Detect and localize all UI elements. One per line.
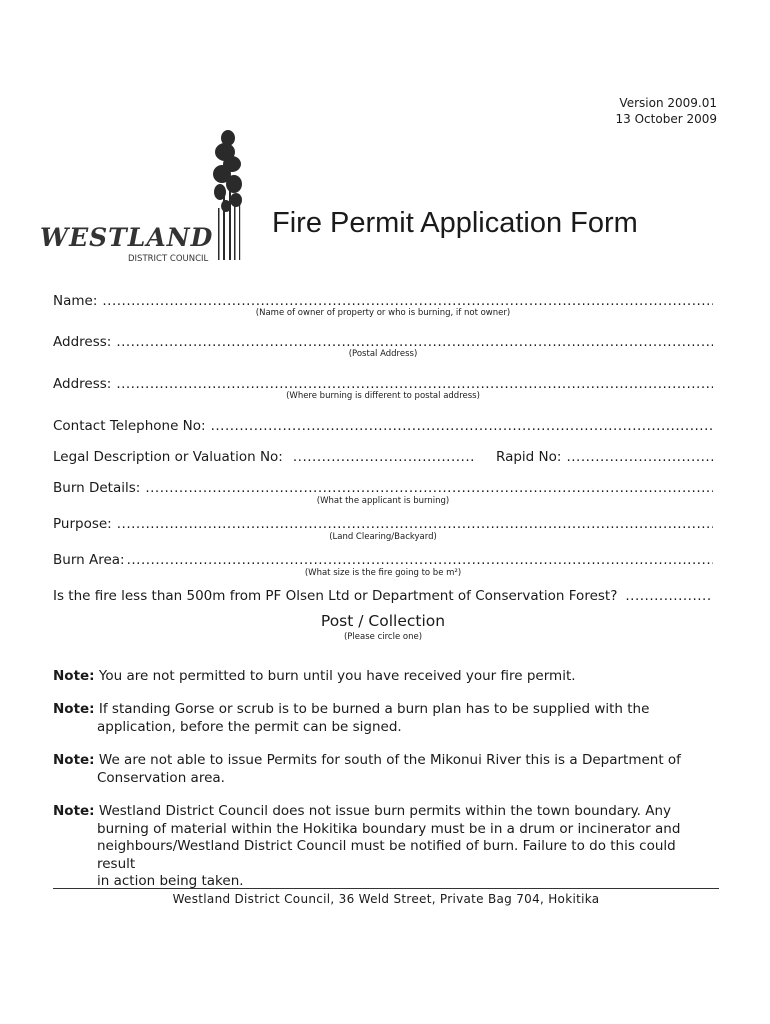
name-field[interactable] bbox=[53, 293, 713, 309]
legal-description-input-line[interactable] bbox=[293, 449, 475, 465]
page-title: Fire Permit Application Form bbox=[272, 207, 638, 239]
note-text: We are not able to issue Permits for south of the Mikonui River this is a Department of bbox=[98, 752, 681, 768]
postal-address-label: Address: bbox=[53, 334, 112, 350]
purpose-field[interactable] bbox=[53, 516, 713, 532]
phone-field[interactable] bbox=[53, 418, 713, 434]
phone-label: Contact Telephone No: bbox=[53, 418, 206, 434]
burning-address-input-line[interactable] bbox=[116, 376, 713, 392]
burn-details-field[interactable] bbox=[53, 480, 713, 496]
legal-description-label: Legal Description or Valuation No: bbox=[53, 449, 283, 465]
burn-area-input-line[interactable] bbox=[127, 552, 713, 568]
burn-area-field[interactable] bbox=[53, 552, 713, 568]
legal-description-field[interactable] bbox=[53, 449, 475, 465]
post-collection-hint: (Please circle one) bbox=[343, 632, 423, 642]
burn-area-hint: (What size is the fire going to be m²) bbox=[304, 568, 462, 578]
purpose-label: Purpose: bbox=[53, 516, 112, 532]
logo-subtitle: DISTRICT COUNCIL bbox=[128, 254, 209, 263]
version-number: Version 2009.01 bbox=[619, 96, 717, 110]
forest-distance-question: Is the fire less than 500m from PF Olsen Ltd or Department of Conservation Forest? bbox=[53, 588, 618, 604]
version-date: 13 October 2009 bbox=[615, 112, 717, 126]
note-text-continued: application, before the permit can be signed. bbox=[97, 718, 402, 735]
post-collection-choice[interactable]: Post / Collection bbox=[320, 612, 446, 630]
burn-details-label: Burn Details: bbox=[53, 480, 141, 496]
burn-details-hint: (What the applicant is burning) bbox=[316, 496, 450, 506]
name-label: Name: bbox=[53, 293, 98, 309]
burn-area-label: Burn Area: bbox=[53, 552, 125, 568]
name-input-line[interactable] bbox=[102, 293, 713, 309]
rapid-number-label: Rapid No: bbox=[496, 449, 562, 465]
phone-input-line[interactable] bbox=[211, 418, 713, 434]
postal-address-field[interactable] bbox=[53, 334, 713, 350]
note-text-continued: in action being taken. bbox=[97, 873, 244, 889]
rapid-number-input-line[interactable] bbox=[566, 449, 713, 465]
note-burn-plan bbox=[53, 701, 718, 736]
purpose-hint: (Land Clearing/Backyard) bbox=[329, 532, 437, 542]
note-text-continued: Conservation area. bbox=[97, 769, 225, 786]
burning-address-label: Address: bbox=[53, 376, 112, 392]
note-text-continued: burning of material within the Hokitika boundary must be in a drum or incinerator and bbox=[97, 820, 681, 837]
purpose-input-line[interactable] bbox=[117, 516, 713, 532]
tree-logo-icon bbox=[40, 128, 250, 263]
note-text: If standing Gorse or scrub is to be burned a burn plan has to be supplied with the bbox=[98, 701, 650, 717]
westland-logo bbox=[40, 128, 250, 263]
note-text: You are not permitted to burn until you have received your fire permit. bbox=[98, 668, 576, 684]
footer-address: Westland District Council, 36 Weld Street, Private Bag 704, Hokitika bbox=[172, 892, 600, 906]
note-mikonui-river bbox=[53, 752, 718, 787]
forest-distance-field[interactable] bbox=[53, 588, 713, 604]
note-label: Note: bbox=[53, 701, 95, 717]
note-text: Westland District Council does not issue burn permits within the town boundary. Any bbox=[98, 803, 672, 819]
note-text-continued: neighbours/Westland District Council must be notified of burn. Failure to do this could result bbox=[97, 838, 676, 872]
version-info bbox=[616, 95, 717, 127]
burn-details-input-line[interactable] bbox=[145, 480, 713, 496]
rapid-number-field[interactable] bbox=[496, 449, 713, 465]
note-label: Note: bbox=[53, 668, 95, 684]
note-label: Note: bbox=[53, 752, 95, 768]
note-label: Note: bbox=[53, 803, 95, 819]
postal-address-input-line[interactable] bbox=[116, 334, 713, 350]
burning-address-field[interactable] bbox=[53, 376, 713, 392]
forest-distance-input-line[interactable] bbox=[625, 588, 713, 604]
postal-address-hint: (Postal Address) bbox=[348, 349, 418, 359]
logo-name: WESTLAND bbox=[40, 223, 214, 252]
note-permit-required bbox=[53, 668, 718, 686]
name-hint: (Name of owner of property or who is burning, if not owner) bbox=[255, 308, 511, 318]
footer-divider bbox=[53, 888, 719, 889]
note-town-boundary bbox=[53, 803, 718, 891]
burning-address-hint: (Where burning is different to postal address) bbox=[286, 391, 480, 401]
